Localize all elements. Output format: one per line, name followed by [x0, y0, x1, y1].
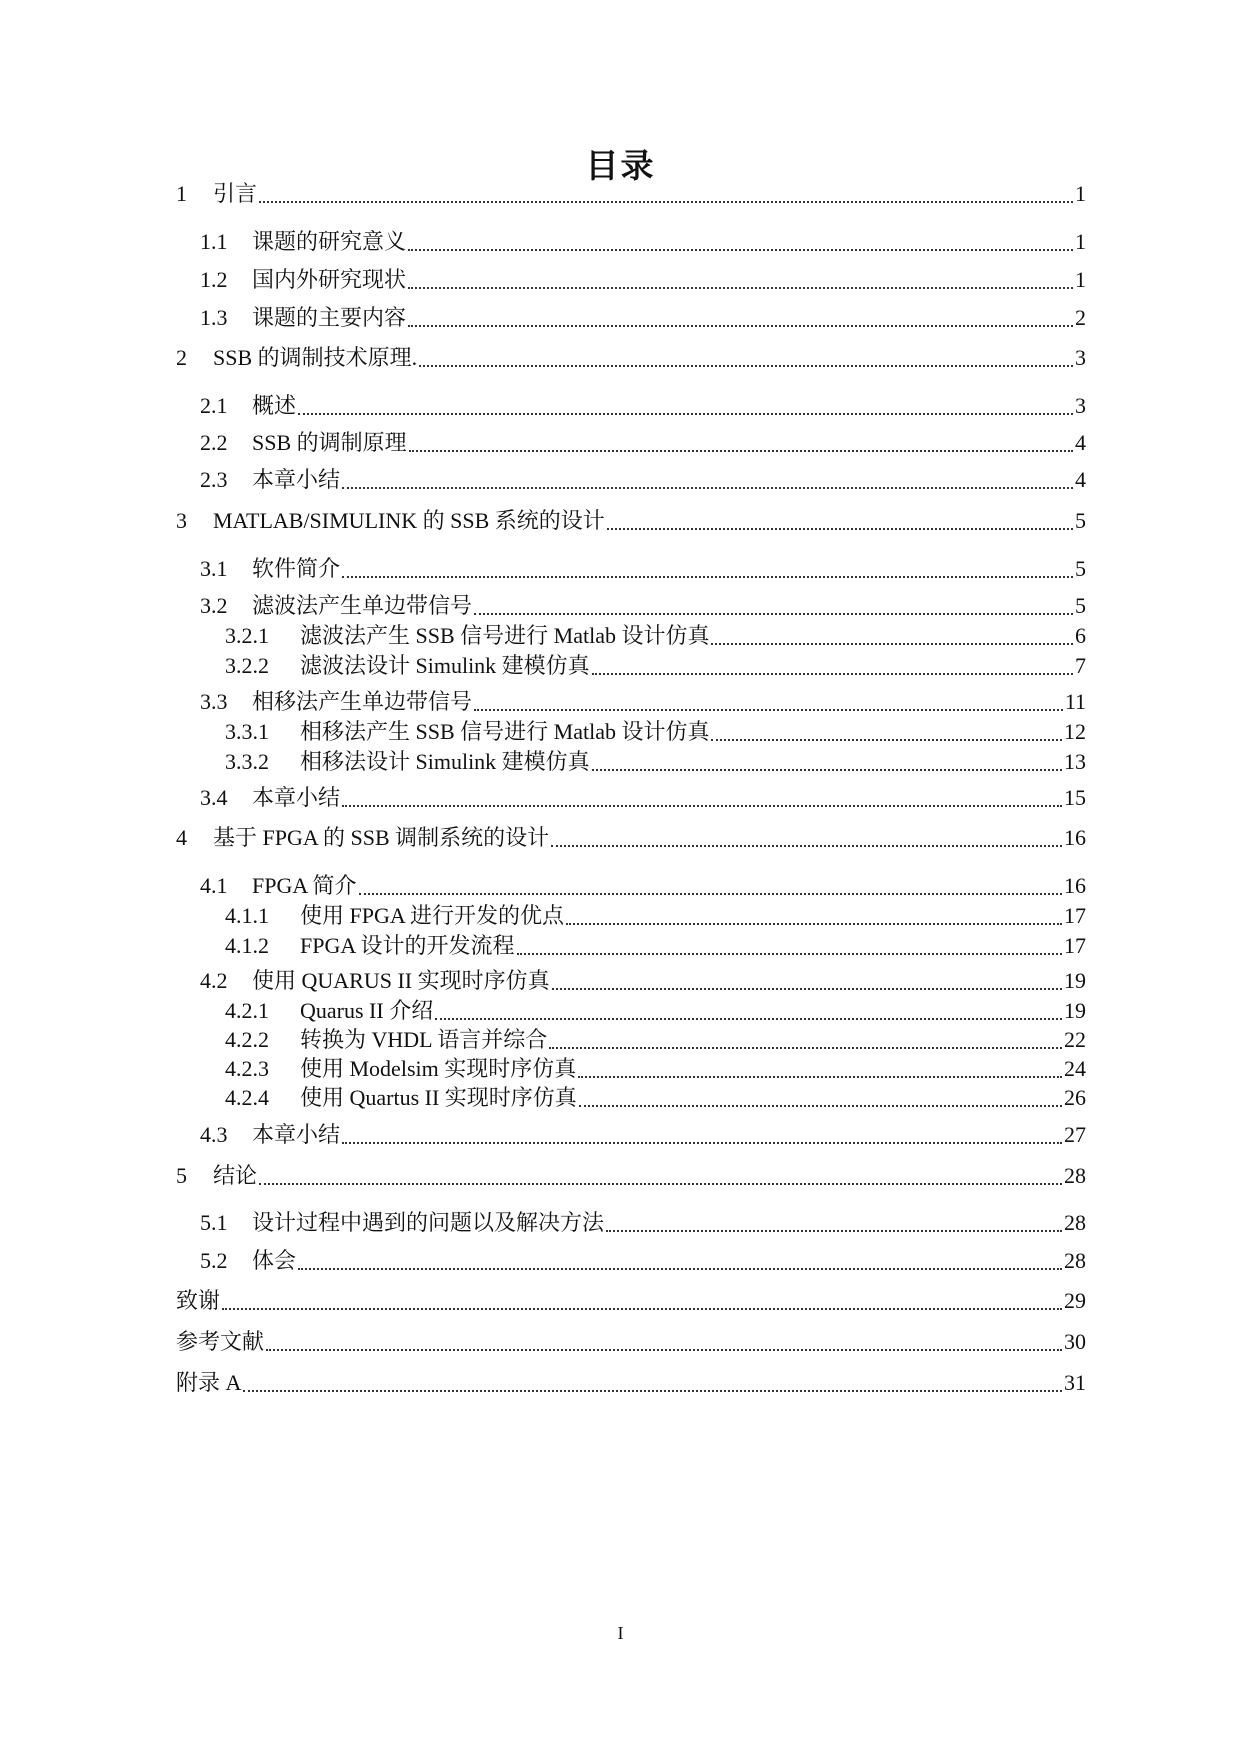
toc-entry[interactable] [0, 427, 1241, 459]
toc-entry-number: 1 [176, 181, 187, 206]
toc-entry[interactable] [0, 965, 1241, 997]
toc-entry-label: 体会 [252, 1248, 297, 1273]
toc-entry-page: 7 [1075, 653, 1086, 678]
toc-entry-label: 使用 QUARUS II 实现时序仿真 [252, 968, 550, 993]
toc-entry-page: 19 [1064, 968, 1086, 993]
toc-entry-label: 相移法产生 SSB 信号进行 Matlab 设计仿真 [300, 719, 710, 744]
toc-entry-page: 16 [1064, 873, 1086, 898]
toc-entry-page: 15 [1064, 785, 1086, 810]
toc-entry[interactable] [0, 782, 1241, 814]
toc-entry-number: 3.2.2 [225, 653, 269, 678]
toc-entry-page: 4 [1075, 430, 1086, 455]
toc-entry-number: 3.2.1 [225, 623, 269, 648]
toc-dot-leader [711, 643, 1073, 645]
toc-dot-leader [266, 1349, 1062, 1351]
toc-entry-page: 1 [1075, 181, 1086, 206]
toc-dot-leader [359, 893, 1062, 895]
toc-entry[interactable] [0, 1119, 1241, 1151]
toc-dot-leader [578, 1076, 1062, 1078]
toc-dot-leader [435, 1018, 1062, 1020]
toc-entry-page: 28 [1064, 1210, 1086, 1235]
toc-entry[interactable] [0, 900, 1241, 932]
toc-dot-leader [711, 739, 1062, 741]
toc-entry-page: 22 [1064, 1027, 1086, 1052]
toc-entry-label: 课题的研究意义 [252, 229, 407, 254]
toc-dot-leader [408, 249, 1073, 251]
toc-dot-leader [408, 287, 1073, 289]
toc-dot-leader [419, 365, 1073, 367]
toc-entry-number: 4.3 [200, 1122, 228, 1147]
toc-entry-number: 3.2 [200, 593, 228, 618]
toc-entry-label: 概述 [252, 393, 297, 418]
toc-entry-label: 使用 FPGA 进行开发的优点 [300, 903, 565, 928]
toc-dot-leader [342, 805, 1062, 807]
toc-entry[interactable] [0, 1024, 1241, 1056]
toc-entry[interactable] [0, 264, 1241, 296]
toc-entry[interactable] [0, 390, 1241, 422]
toc-entry-label: 课题的主要内容 [252, 305, 407, 330]
toc-entry-label: 滤波法产生单边带信号 [252, 593, 473, 618]
toc-entry-page: 17 [1064, 933, 1086, 958]
toc-entry[interactable] [0, 342, 1241, 374]
toc-entry-number: 4.2.2 [225, 1027, 269, 1052]
toc-dot-leader [592, 769, 1062, 771]
toc-entry-page: 26 [1064, 1085, 1086, 1110]
toc-entry-label: SSB 的调制原理 [252, 430, 407, 455]
toc-dot-leader [298, 413, 1073, 415]
toc-dot-leader [259, 1183, 1062, 1185]
toc-dot-leader [606, 1230, 1062, 1232]
toc-entry[interactable] [0, 553, 1241, 585]
toc-dot-leader [474, 613, 1073, 615]
toc-entry[interactable] [0, 746, 1241, 778]
toc-entry-number: 3 [176, 508, 187, 533]
toc-entry-number: 2.2 [200, 430, 228, 455]
toc-entry[interactable] [0, 1160, 1241, 1192]
toc-entry-page: 5 [1075, 556, 1086, 581]
toc-entry-page: 5 [1075, 508, 1086, 533]
toc-entry-page: 27 [1064, 1122, 1086, 1147]
toc-entry-number: 5.2 [200, 1248, 228, 1273]
toc-entry-label: 相移法设计 Simulink 建模仿真 [300, 749, 590, 774]
toc-entry-label: 参考文献 [176, 1329, 265, 1354]
toc-entry[interactable] [0, 505, 1241, 537]
toc-entry-label: Quarus II 介绍 [300, 998, 434, 1023]
toc-entry-page: 17 [1064, 903, 1086, 928]
toc-entry-label: 本章小结 [252, 785, 341, 810]
toc-entry-page: 28 [1064, 1163, 1086, 1188]
toc-entry-number: 1.1 [200, 229, 228, 254]
toc-entry-number: 4.2.3 [225, 1056, 269, 1081]
toc-entry-number: 5 [176, 1163, 187, 1188]
toc-entry[interactable] [0, 590, 1241, 622]
toc-entry[interactable] [0, 302, 1241, 334]
toc-entry-page: 3 [1075, 345, 1086, 370]
toc-entry-page: 3 [1075, 393, 1086, 418]
toc-entry-number: 4.2 [200, 968, 228, 993]
toc-dot-leader [566, 923, 1062, 925]
toc-entry[interactable] [0, 930, 1241, 962]
toc-entry-label: 本章小结 [252, 1122, 341, 1147]
toc-entry-label: FPGA 设计的开发流程 [300, 933, 515, 958]
toc-entry-number: 2 [176, 345, 187, 370]
toc-dot-leader [579, 1105, 1062, 1107]
toc-entry-page: 2 [1075, 305, 1086, 330]
toc-entry-page: 5 [1075, 593, 1086, 618]
toc-entry[interactable] [0, 178, 1241, 210]
toc-entry-number: 4.2.1 [225, 998, 269, 1023]
toc-entry-label: 结论 [213, 1163, 258, 1188]
toc-entry-label: 相移法产生单边带信号 [252, 689, 473, 714]
toc-entry-label: 软件简介 [252, 556, 341, 581]
toc-entry-number: 3.1 [200, 556, 228, 581]
toc-entry-number: 2.1 [200, 393, 228, 418]
toc-entry[interactable] [0, 1245, 1241, 1277]
toc-entry-label: 国内外研究现状 [252, 267, 407, 292]
toc-entry[interactable] [0, 716, 1241, 748]
toc-entry-label: FPGA 简介 [252, 873, 357, 898]
toc-dot-leader [549, 1047, 1062, 1049]
toc-entry-page: 30 [1064, 1329, 1086, 1354]
toc-entry-number: 3.3 [200, 689, 228, 714]
toc-entry-label: 附录 A [176, 1370, 242, 1395]
toc-entry-label: 致谢 [176, 1288, 221, 1313]
toc-entry-page: 1 [1075, 267, 1086, 292]
toc-dot-leader [222, 1308, 1062, 1310]
toc-entry-label: 滤波法设计 Simulink 建模仿真 [300, 653, 590, 678]
toc-entry-page: 13 [1064, 749, 1086, 774]
toc-entry-page: 4 [1075, 467, 1086, 492]
toc-title: 目录 [585, 146, 656, 185]
toc-entry[interactable] [0, 822, 1241, 854]
toc-dot-leader [342, 487, 1073, 489]
toc-entry-number: 1.2 [200, 267, 228, 292]
toc-entry-page: 11 [1064, 689, 1086, 714]
toc-entry[interactable] [0, 1082, 1241, 1114]
toc-entry-label: 转换为 VHDL 语言并综合 [300, 1027, 548, 1052]
toc-entry-number: 4.1.1 [225, 903, 269, 928]
toc-entry-label: SSB 的调制技术原理. [213, 345, 418, 370]
toc-dot-leader [474, 709, 1063, 711]
toc-entry-number: 3.3.2 [225, 749, 269, 774]
toc-entry-label: 基于 FPGA 的 SSB 调制系统的设计 [213, 825, 550, 850]
toc-entry-page: 12 [1064, 719, 1086, 744]
toc-entry-page: 24 [1064, 1056, 1086, 1081]
toc-entry-page: 31 [1064, 1370, 1086, 1395]
toc-entry-page: 19 [1064, 998, 1086, 1023]
toc-entry-number: 4 [176, 825, 187, 850]
toc-entry[interactable] [0, 995, 1241, 1027]
toc-entry-number: 1.3 [200, 305, 228, 330]
toc-entry[interactable] [0, 1207, 1241, 1239]
toc-entry-page: 28 [1064, 1248, 1086, 1273]
toc-entry[interactable] [0, 226, 1241, 258]
toc-dot-leader [408, 325, 1073, 327]
toc-entry-number: 5.1 [200, 1210, 228, 1235]
toc-entry-page: 29 [1064, 1288, 1086, 1313]
toc-entry[interactable] [0, 650, 1241, 682]
toc-entry-label: 使用 Quartus II 实现时序仿真 [300, 1085, 577, 1110]
toc-dot-leader [342, 576, 1073, 578]
toc-dot-leader [342, 1142, 1062, 1144]
toc-dot-leader [517, 953, 1062, 955]
toc-entry-page: 1 [1075, 229, 1086, 254]
toc-dot-leader [298, 1268, 1062, 1270]
toc-dot-leader [592, 673, 1073, 675]
toc-entry-label: 引言 [213, 181, 258, 206]
toc-entry-label: 设计过程中遇到的问题以及解决方法 [252, 1210, 605, 1235]
toc-entry-label: 滤波法产生 SSB 信号进行 Matlab 设计仿真 [300, 623, 710, 648]
toc-entry-number: 2.3 [200, 467, 228, 492]
toc-entry-number: 4.1.2 [225, 933, 269, 958]
toc-entry-number: 4.2.4 [225, 1085, 269, 1110]
toc-entry-page: 6 [1075, 623, 1086, 648]
toc-entry[interactable] [0, 1326, 1241, 1358]
toc-dot-leader [552, 988, 1062, 990]
toc-dot-leader [409, 450, 1073, 452]
page-number-footer: I [617, 1623, 624, 1643]
toc-entry-page: 16 [1064, 825, 1086, 850]
toc-entry[interactable] [0, 1285, 1241, 1317]
toc-entry-number: 3.4 [200, 785, 228, 810]
toc-dot-leader [243, 1390, 1062, 1392]
toc-dot-leader [551, 845, 1062, 847]
toc-entry-label: 本章小结 [252, 467, 341, 492]
toc-entry[interactable] [0, 464, 1241, 496]
toc-entry[interactable] [0, 686, 1241, 718]
toc-entry[interactable] [0, 620, 1241, 652]
toc-entry-number: 3.3.1 [225, 719, 269, 744]
toc-dot-leader [259, 201, 1073, 203]
toc-entry-number: 4.1 [200, 873, 228, 898]
toc-dot-leader [607, 528, 1073, 530]
toc-entry-label: 使用 Modelsim 实现时序仿真 [300, 1056, 577, 1081]
toc-entry[interactable] [0, 1053, 1241, 1085]
toc-entry[interactable] [0, 870, 1241, 902]
toc-entry-label: MATLAB/SIMULINK 的 SSB 系统的设计 [213, 508, 605, 533]
toc-entry[interactable] [0, 1367, 1241, 1399]
